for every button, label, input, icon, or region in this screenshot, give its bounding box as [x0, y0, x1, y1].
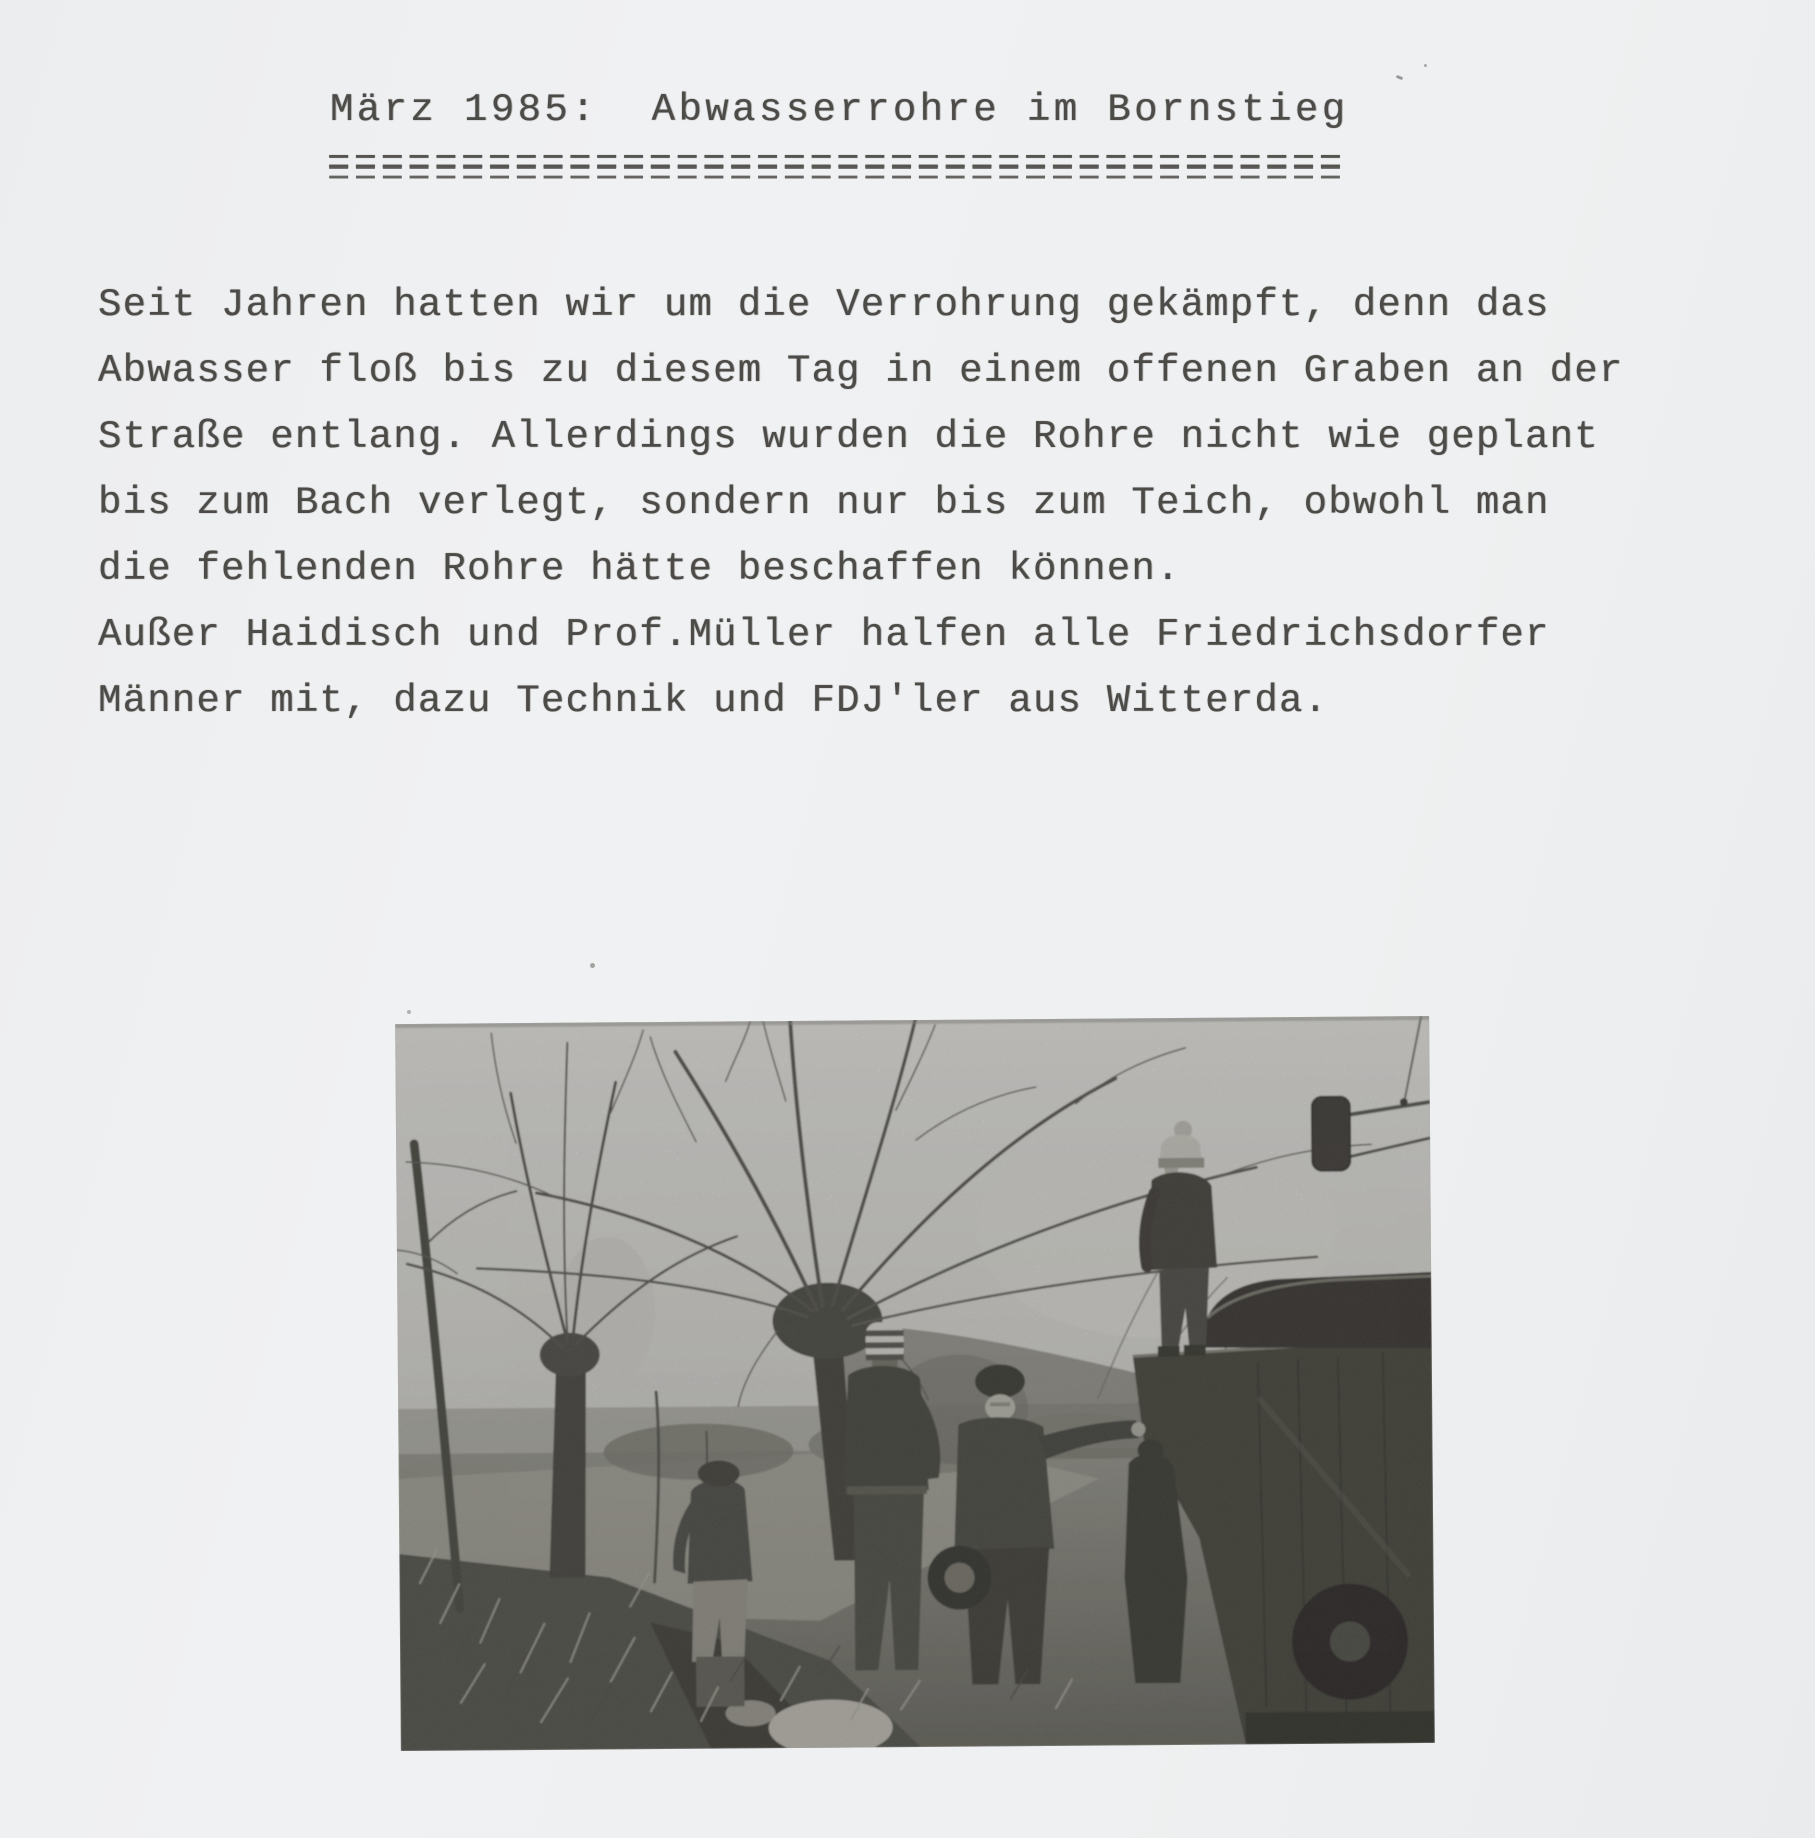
text-line: bis zum Bach verlegt, sondern nur bis zum Teich, obwohl man [98, 481, 1550, 525]
text-line: Außer Haidisch und Prof.Müller halfen alle Friedrichsdorfer [98, 613, 1550, 657]
text-line: die fehlenden Rohre hätte beschaffen können. [98, 547, 1181, 591]
photo [395, 1016, 1435, 1751]
text-line: Straße entlang. Allerdings wurden die Rohre nicht wie geplant [98, 415, 1599, 459]
photo-scene [395, 1016, 1435, 1751]
paper-speck [1424, 64, 1427, 67]
text-line: Seit Jahren hatten wir um die Verrohrung gekämpft, denn das [98, 283, 1550, 327]
text-line: Abwasser floß bis zu diesem Tag in einem offenen Graben an der [98, 349, 1624, 393]
paper-speck [590, 963, 595, 968]
document-title: März 1985: Abwasserrohre im Bornstieg [330, 88, 1349, 132]
paper-speck [407, 1010, 411, 1014]
title-underline: ====================================== [327, 142, 1346, 186]
text-line: Männer mit, dazu Technik und FDJ'ler aus Witterda. [98, 679, 1329, 723]
paper-speck [1396, 75, 1404, 80]
body-paragraph [98, 272, 1623, 734]
